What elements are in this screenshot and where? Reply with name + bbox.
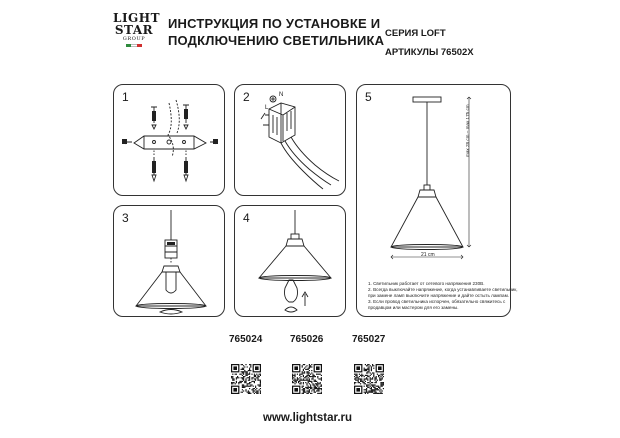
- logo-line2: STAR: [114, 23, 154, 37]
- website-link[interactable]: www.lightstar.ru: [263, 412, 353, 424]
- note-item: 3. Если провод светильника испорчен, обязательно свяжитесь с продавцом или мастером для его замены.: [368, 299, 506, 310]
- shade-assembly-illustration: [114, 206, 226, 318]
- article-code: 765027: [352, 334, 386, 345]
- title-line1: ИНСТРУКЦИЯ ПО УСТАНОВКЕ И: [168, 16, 381, 31]
- article-code: 765026: [290, 334, 324, 345]
- step-panel-2: [234, 84, 346, 196]
- step-panel-1: [113, 84, 225, 196]
- step-panel-4: [234, 205, 346, 317]
- wiring-terminal-illustration: [235, 85, 347, 197]
- series-label: СЕРИЯ LOFT: [385, 28, 446, 39]
- logo-line1: LIGHT: [113, 11, 161, 25]
- qr-code-icon: [354, 364, 384, 394]
- step-number: 4: [243, 211, 250, 225]
- safety-notes-list: [368, 281, 518, 311]
- wire-label-n: N: [279, 92, 284, 98]
- logo-line3: GROUP: [122, 36, 146, 42]
- height-dimension-label: max 28 cm – max 175 cm: [465, 104, 470, 157]
- step-number: 5: [365, 90, 372, 104]
- flag-icon: [126, 44, 142, 47]
- qr-code-icon: [231, 364, 261, 394]
- brand-logo: [113, 11, 161, 47]
- qr-code-icon: [292, 364, 322, 394]
- wire-label-l: L: [265, 105, 269, 111]
- bulb-insertion-illustration: [235, 206, 347, 318]
- mounting-bracket-illustration: [114, 85, 226, 197]
- note-item: 1. Светильник работает от сетевого напряжения 230В.: [368, 281, 485, 286]
- article-code: 765024: [229, 334, 263, 345]
- title-line2: ПОДКЛЮЧЕНИЮ СВЕТИЛЬНИКА: [168, 33, 385, 48]
- width-dimension-label: 21 cm: [421, 252, 435, 258]
- articles-label: АРТИКУЛЫ 76502X: [385, 47, 474, 58]
- step-number: 3: [122, 211, 129, 225]
- page-title: [168, 15, 384, 49]
- step-number: 1: [122, 90, 129, 104]
- series-info: [385, 24, 474, 62]
- note-item: 2. Всегда выключайте напряжение, когда устанавливаете светильник, при замене ламп выключите напряжение и дайте остыть лампам.: [368, 287, 518, 298]
- step-panel-3: [113, 205, 225, 317]
- step-number: 2: [243, 90, 250, 104]
